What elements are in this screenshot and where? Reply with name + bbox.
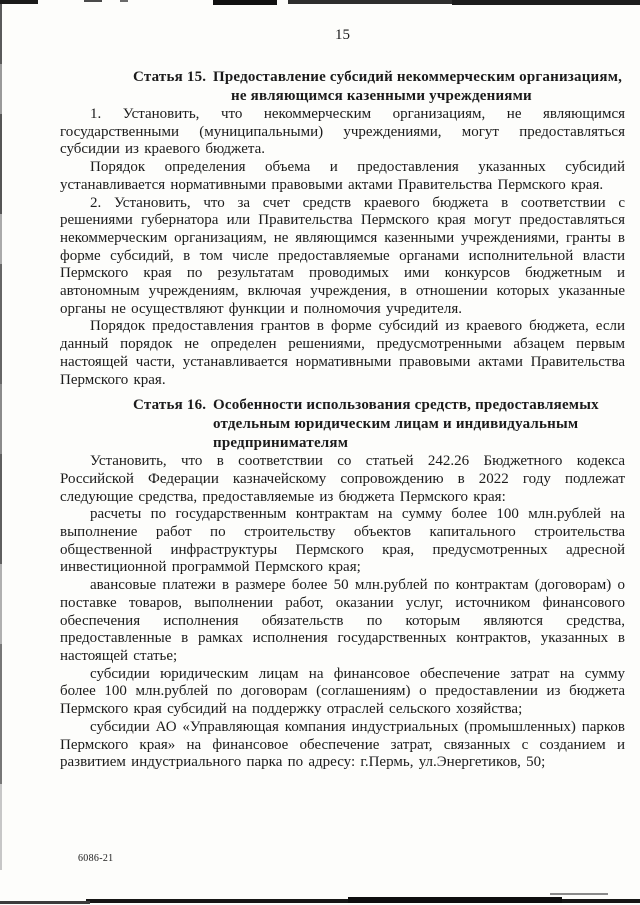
scan-artifact-bottom xyxy=(348,897,562,903)
article-15-title xyxy=(213,68,625,106)
article-16-title-line3: предпринимателям xyxy=(213,435,349,452)
article-16-title-line2: отдельным юридическим лицам и индивидуальным xyxy=(213,416,579,433)
article-15-label: Статья 15. xyxy=(133,69,207,85)
paragraph: Установить, что в соответствии со статьей 242.26 Бюджетного кодекса Российской Федерации казначейскому сопровождению в 2022 году подлежат следующие средства, предоставляемые из бюджета Пермского края: xyxy=(60,453,625,505)
paragraph: Порядок определения объема и предоставления указанных субсидий устанавливается нормативными правовыми актами Правительства Пермского края. xyxy=(60,159,625,193)
paragraph: 1. Установить, что некоммерческим организациям, не являющимся государственными (муниципальными) учреждениями, могут предоставляться субсидии из краевого бюджета. xyxy=(60,106,625,158)
article-15-title-line2: не являющимся казенными учреждениями xyxy=(231,88,532,104)
document-code: 6086-21 xyxy=(78,853,114,864)
paragraph: субсидии юридическим лицам на финансовое обеспечение затрат на сумму более 100 млн.рублей по договорам (соглашениям) о предоставлении из бюджета Пермского края субсидий на поддержку отраслей сельского хозяйства; xyxy=(60,665,625,718)
article-16-title xyxy=(213,396,625,453)
paragraph: 2. Установить, что за счет средств краевого бюджета в соответствии с решениями губернатора или Правительства Пермского края могут предоставляться некоммерческим организациям, не являющимся казенными учреждениями, гранты в форме субсидий, в том числе предоставляемые органами исполнительной власти Пермского края по результатам проводимых ими конкурсов бюджетным и автономным учреждениям, включая учреждения, в отношении которых указанные органы не осуществляют функции и полномочия учредителя. xyxy=(60,194,625,317)
article-16-body xyxy=(60,453,625,772)
scan-artifact-top xyxy=(0,0,38,4)
paragraph: субсидии АО «Управляющая компания индустриальных (промышленных) парков Пермского края» на финансовое обеспечение затрат, связанных с созданием и развитием индустриального парка по адресу: г.Пермь, ул.Энергетиков, 50; xyxy=(60,718,625,771)
scan-artifact-left-edge xyxy=(0,4,2,870)
article-15-body xyxy=(60,106,625,389)
paragraph: расчеты по государственным контрактам на сумму более 100 млн.рублей на выполнение работ по строительству объектов капитального строительства общественной инфраструктуры Пермского края, предусмотренных адресной инвестиционной программой Пермского края; xyxy=(60,506,625,576)
paragraph: Порядок предоставления грантов в форме субсидий из краевого бюджета, если данный порядок не определен решениями, предусмотренными абзацем первым настоящей части, устанавливается нормативными правовыми актами Правительства Пермского края. xyxy=(60,318,625,388)
page-content xyxy=(60,0,625,772)
paragraph: авансовые платежи в размере более 50 млн.рублей по контрактам (договорам) о поставке товаров, выполнении работ, оказании услуг, источником финансового обеспечения исполнения обязательств по которым являются средства, предоставленные в рамках исполнения государственных контрактов, указанных в настоящей статье; xyxy=(60,577,625,664)
page-number: 15 xyxy=(335,27,350,43)
article-15-title-line1: Предоставление субсидий некоммерческим организациям, xyxy=(213,69,623,85)
article-16-heading xyxy=(133,396,625,453)
article-16-label: Статья 16. xyxy=(133,397,207,414)
scan-artifact-bottom xyxy=(550,893,608,895)
article-16-title-line1: Особенности использования средств, предоставляемых xyxy=(213,397,599,414)
scan-artifact-bottom xyxy=(0,901,90,904)
article-15-heading xyxy=(133,68,625,106)
